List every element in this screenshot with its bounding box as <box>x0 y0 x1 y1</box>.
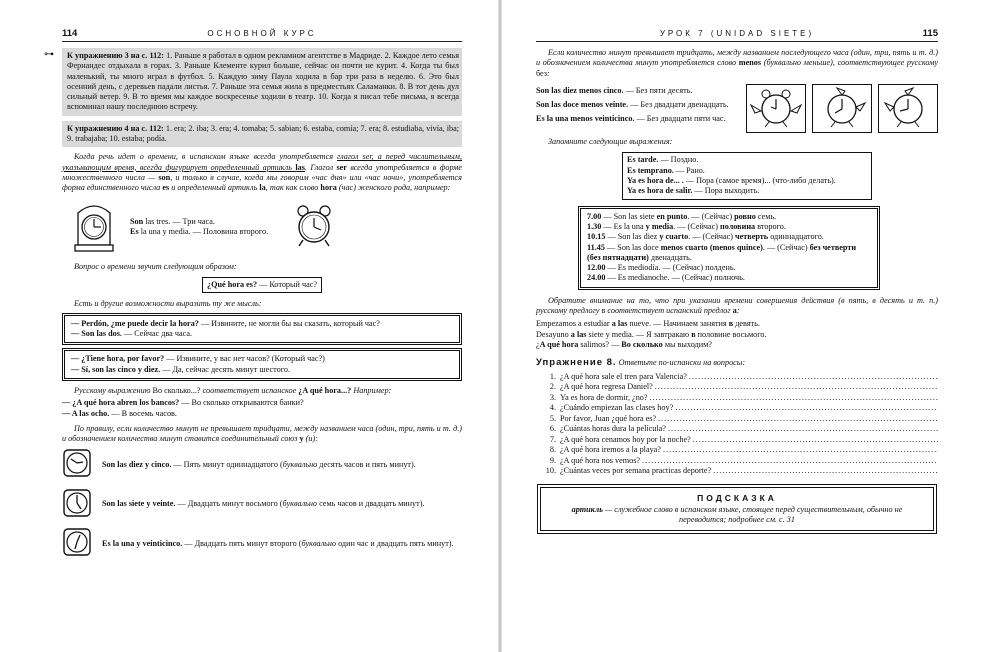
expression-line: Ya es hora de... . — Пора (самое время)... (что-либо делать). <box>627 176 836 186</box>
bird-clock-icon <box>878 84 938 133</box>
hint-text: артикль — служебное слово в испанском языке, стоящее перед существительным, обычно не переводится; подробнее см. с. 31 <box>571 504 903 525</box>
answer-key-title: К упражнению 3 на с. 112: <box>67 51 165 60</box>
clock-example <box>72 199 462 256</box>
running-title: УРОК 7 (UNIDAD SIETE) <box>659 29 815 38</box>
time-line: 10.15 — Son las diez y cuarto. — (Сейчас) четверть одиннадцатого. <box>587 232 824 242</box>
hint-title: ПОДСКАЗКА <box>697 492 777 503</box>
wristwatch-icon <box>62 448 92 481</box>
exercise-heading: Упражнение 8. Ответьте по-испански на вопросы: <box>536 357 746 369</box>
preposition-example: Empezamos a estudiar a las nueve. — Начинаем занятия в девять. <box>536 319 760 329</box>
rule-a-paragraph: Обратите внимание на то, что при указании времени совершения действия (в пять, в десять и т. п.) русскому предлогу в соответствует испанский предлог a: <box>536 295 938 316</box>
wristwatch-icon <box>62 527 92 560</box>
times-box <box>580 208 878 288</box>
exercise-item: 9. ¿A qué hora nos vemos? ..... <box>542 456 938 467</box>
dialog-line: — ¿Tiene hora, por favor? — Извините, у вас нет часов? (Который час?) <box>71 354 325 364</box>
answer-blank[interactable] <box>663 445 938 456</box>
clock-sentence: Es la una y media. — Половина второго. <box>130 227 269 237</box>
expression-line: Ya es hora de salir. — Пора выходить. <box>627 186 760 196</box>
answer-key-3 <box>62 48 462 116</box>
dialog-3 <box>62 398 462 419</box>
other-ways-intro: Есть и другие возможности выразить ту же мысль: <box>74 299 262 309</box>
watch-example <box>62 527 462 560</box>
alarm-clock-icon <box>294 204 334 251</box>
menos-sentences <box>536 84 736 126</box>
question-intro: Вопрос о времени звучит следующим образом: <box>74 261 237 271</box>
exercise-item: 4. ¿Cuándo empiezan las clases hoy? ..... <box>542 403 938 414</box>
answer-blank[interactable] <box>675 403 938 414</box>
answer-blank[interactable] <box>689 372 938 383</box>
question-box: ¿Qué hora es? — Который час? <box>202 277 322 293</box>
answer-blank[interactable] <box>713 466 938 477</box>
question-box-wrap <box>62 277 462 293</box>
answer-key-block <box>44 48 462 147</box>
time-line: 1.30 — Es la una y media. — (Сейчас) половина второго. <box>587 221 786 231</box>
watch-sentence: Son las siete y veinte. — Двадцать минут восьмого (буквально семь часов и двадцать минут). <box>102 499 425 509</box>
exercise-item: 3. Ya es hora de dormir, ¿no? ..... <box>542 393 938 404</box>
exercise-item: 1. ¿A qué hora sale el tren para Valencia? ..... <box>542 372 938 383</box>
rule-menos-paragraph: Если количество минут превышает тридцать, между названием последующего часа (один, три, пять и т. д.) и обозначением количества минут употребляется слово menos (буквально меньше), соответствующее русскому без: <box>536 48 938 78</box>
dialog-line: — ¿A qué hora abren los bancos? — Во сколько открываются банки? <box>62 398 304 408</box>
dialog-box-1 <box>64 315 460 344</box>
preposition-examples <box>536 319 938 350</box>
exercise-item: 5. Por favor, Juan ¿qué hora es? ..... <box>542 414 938 425</box>
answer-blank[interactable] <box>650 393 938 404</box>
answer-key-4 <box>62 121 462 148</box>
exercise-item: 10. ¿Cuántas veces por semana practicas deporte? ..... <box>542 466 938 477</box>
mantel-clock-icon <box>72 199 116 256</box>
wristwatch-icon <box>62 488 92 521</box>
answer-blank[interactable] <box>655 382 938 393</box>
exercise-list <box>542 372 938 477</box>
watch-sentence: Es la una y veinticinco. — Двадцать пять минут второго (буквально один час и двадцать пять минут). <box>102 538 454 548</box>
page-number: 114 <box>62 28 78 39</box>
remember-intro: Запомните следующие выражения: <box>548 137 673 147</box>
bird-clocks <box>746 84 938 133</box>
exercise-item: 7. ¿A qué hora cenamos hoy por la noche? ..... <box>542 435 938 446</box>
right-page-header <box>536 28 938 42</box>
vo-skolko-paragraph: Русскому выражению Во сколько...? соответствует испанское ¿A qué hora...? Например: <box>74 385 392 395</box>
exercise-item: 2. ¿A qué hora regresa Daniel? ..... <box>542 382 938 393</box>
expressions-box <box>622 152 872 199</box>
time-line: 24.00 — Es medianoche. — (Сейчас) полночь. <box>587 273 745 283</box>
time-line: 11.45 — Son las doce menos cuarto (menos quince). — (Сейчас) без четверти (без пятнадцати) двенадцать. <box>587 242 857 262</box>
dialog-box-2 <box>64 350 460 379</box>
clock-sentence: Son las tres. — Три часа. <box>130 216 215 226</box>
answer-key-title: К упражнению 4 на с. 112: <box>67 123 164 133</box>
key-icon: ⊶ <box>44 49 54 60</box>
watch-sentence: Son las diez y cinco. — Пять минут одиннадцатого (буквально десять часов и пять минут). <box>102 459 416 469</box>
expression-line: Es tarde. — Поздно. <box>627 155 699 165</box>
menos-example <box>536 84 938 133</box>
watch-example <box>62 488 462 521</box>
menos-sentence: Es la una menos veinticinco. — Без двадцати пяти час. <box>536 113 726 123</box>
answer-blank[interactable] <box>668 424 938 435</box>
exercise-item: 8. ¿A qué hora iremos a la playa? ..... <box>542 445 938 456</box>
time-line: 12.00 — Es mediodía. — (Сейчас) полдень. <box>587 263 736 273</box>
clock-sentences <box>130 217 268 238</box>
preposition-example: ¿A qué hora salimos? — Во сколько мы выходим? <box>536 339 712 349</box>
expression-line: Es temprano. — Рано. <box>627 165 705 175</box>
running-title: ОСНОВНОЙ КУРС <box>207 29 317 38</box>
menos-sentence: Son las diez menos cinco. — Без пяти десять. <box>536 85 693 95</box>
bird-clock-icon <box>812 84 872 133</box>
bird-clock-icon <box>746 84 806 133</box>
right-page <box>501 0 1000 652</box>
menos-sentence: Son las doce menos veinte. — Без двадцати двенадцать. <box>536 99 729 109</box>
left-page <box>0 0 499 652</box>
right-page-content <box>536 48 938 531</box>
exercise-item: 6. ¿Cuántas horas dura la película? ..... <box>542 424 938 435</box>
dialog-line: — A las ocho. — В восемь часов. <box>62 408 177 418</box>
answer-key-text: 1. Раньше я работал в одном рекламном агентстве в Мадриде. 2. Каждое лето семья Фернандес отдыхала в горах. 3. Раньше Клементе курил больше, сейчас он почти не курит. 4. Когда ты был маленький, ты много играл в футбол. 5. Каждую зиму Паула ходила в бар три раза в неделю. 6. Это был осенний день, с деревьев падали листья. 7. Раньше эта семья жила в предместьях Саламанки. 8. В тот день дул сильный ветер. 9. В то время мы каждое воскресенье ходили в театр. 10. Когда я писал тебе письма, я всегда вспоминал нашу последнюю встречу. <box>67 51 459 112</box>
answer-key-text: 1. era; 2. iba; 3. era; 4. tomaba; 5. sabian; 6. estaba, comía; 7. era; 8. estudiaba, vivía, iba; 9. trabajaba; 10. estaba; podía. <box>67 123 459 144</box>
dialog-line: — Son las dos. — Сейчас два часа. <box>71 329 193 339</box>
dialog-line: — Sí, son las cinco y diez. — Да, сейчас десять минут шестого. <box>71 364 291 374</box>
left-page-content <box>44 48 462 566</box>
page-number: 115 <box>922 28 938 39</box>
rule-ser-paragraph: Когда речь идет о времени, в испанском языке всегда употребляется глагол ser, а перед числительным, указывающим время, всегда фигурирует определенный артикль las. Глагол ser всегда употребляется в форме множественного числа — son, и только в случае, когда мы говорим «час дня» или «час ночи», употребляется форма единственного числа es и определенный артикль la, так как слово hora (час) женского рода, например: <box>62 152 462 193</box>
left-page-header <box>62 28 462 42</box>
rule-y-paragraph: По правилу, если количество минут не превышает тридцати, между названием часа (один, три, пять и т. д.) и обозначением количества минут ставится соединительный союз y (и): <box>62 423 462 444</box>
dialog-line: — Perdón, ¿me puede decir la hora? — Извините, не могли бы вы сказать, который час? <box>71 318 380 328</box>
answer-blank[interactable] <box>658 414 938 425</box>
time-line: 7.00 — Son las siete en punto. — (Сейчас) ровно семь. <box>587 211 777 221</box>
preposition-example: Desayuno a las siete y media. — Я завтракаю в половине восьмого. <box>536 329 767 339</box>
answer-blank[interactable] <box>693 435 938 446</box>
hint-box <box>540 487 934 532</box>
watch-example <box>62 448 462 481</box>
answer-blank[interactable] <box>642 456 938 467</box>
